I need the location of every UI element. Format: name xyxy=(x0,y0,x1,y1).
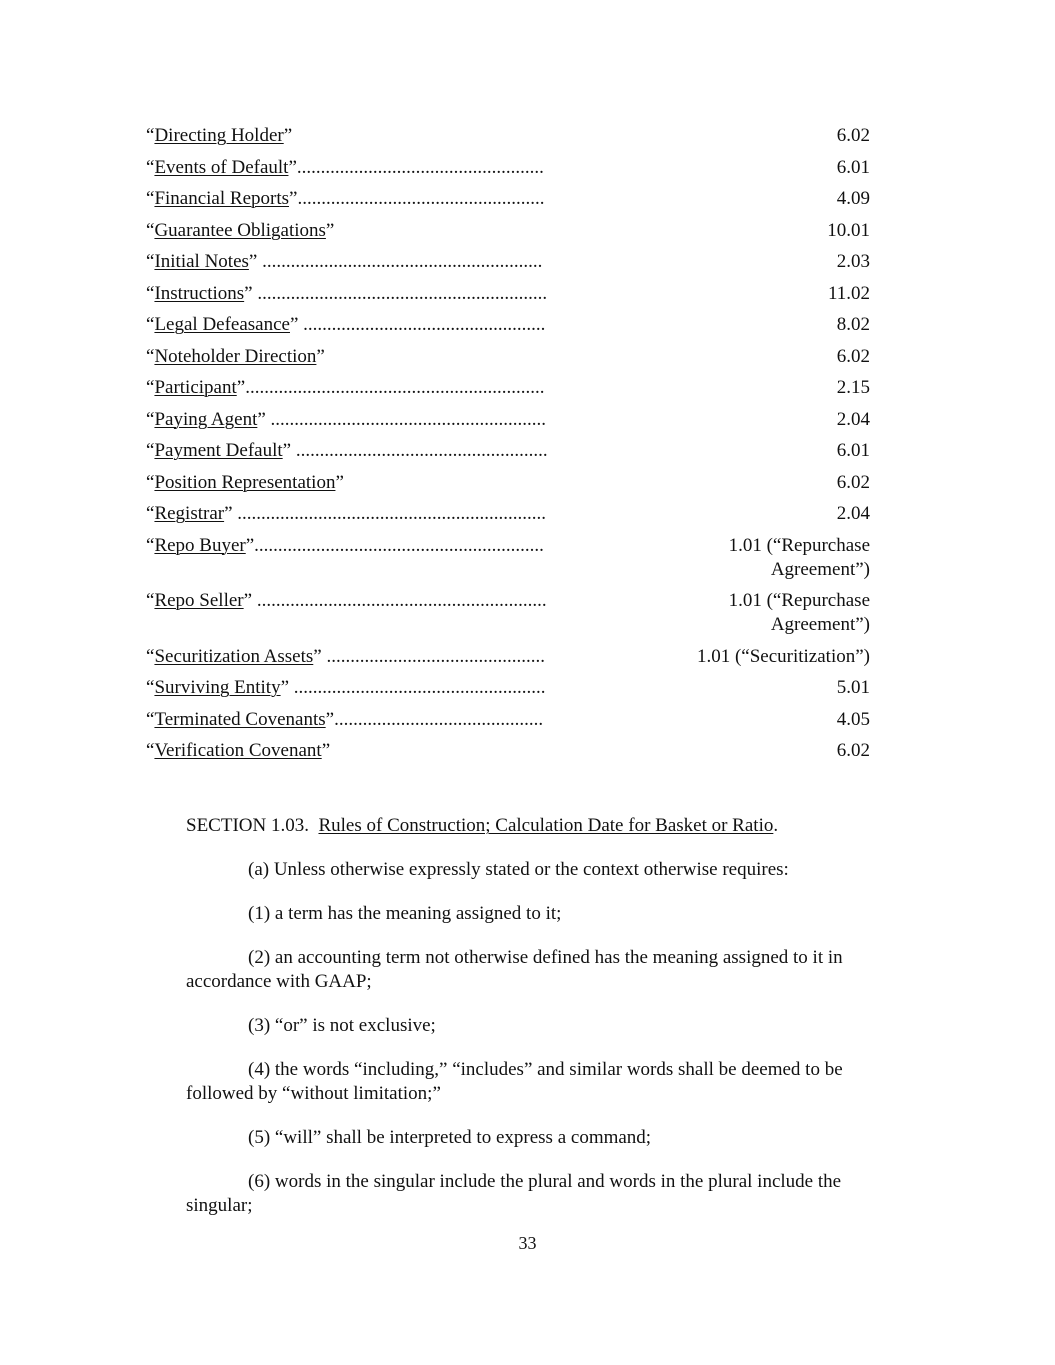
section-heading-suffix: . xyxy=(773,815,779,836)
section-reference: 4.05 xyxy=(836,708,870,730)
definition-term xyxy=(146,250,579,274)
definition-row xyxy=(146,739,870,763)
definition-term xyxy=(146,376,579,400)
section-reference: 2.04 xyxy=(836,503,870,524)
dot-leader: ........................................................... xyxy=(257,251,543,272)
definition-term xyxy=(146,156,579,180)
definition-row xyxy=(146,589,870,637)
section-heading xyxy=(186,814,901,838)
term-text: Terminated Covenants xyxy=(154,708,326,730)
dot-leader: ............................................................. xyxy=(252,590,547,611)
definition-term xyxy=(146,534,579,558)
section-reference: 6.02 xyxy=(836,125,870,146)
definition-term xyxy=(146,187,579,211)
paragraph-5: (5) “will” shall be interpreted to express a command; xyxy=(248,1127,652,1148)
term-text: Events of Default xyxy=(154,156,289,178)
paragraph-4: (4) the words “including,” “includes” and similar words shall be deemed to be followed by “without limitation;” xyxy=(186,1059,843,1104)
paragraph-1: (1) a term has the meaning assigned to it; xyxy=(248,903,562,924)
definition-term xyxy=(146,313,579,337)
open-quote: “ xyxy=(146,125,155,146)
paragraph-a: (a) Unless otherwise expressly stated or the context otherwise requires: xyxy=(248,859,789,880)
definition-row xyxy=(146,219,870,243)
definition-row xyxy=(146,282,870,306)
definition-row xyxy=(146,124,870,148)
term-text: Securitization Assets xyxy=(154,645,314,667)
section-reference: 6.02 xyxy=(836,471,870,493)
close-quote: ” xyxy=(335,471,344,493)
close-quote: ” xyxy=(321,740,331,761)
section-reference: 6.02 xyxy=(836,740,870,761)
definition-row xyxy=(146,708,870,732)
definition-row xyxy=(146,502,870,526)
definition-term xyxy=(146,345,579,369)
definition-row xyxy=(146,676,870,700)
definition-term xyxy=(146,471,579,495)
term-text: Instructions xyxy=(154,282,245,304)
definition-row xyxy=(146,250,870,274)
definition-term xyxy=(146,676,579,700)
definition-row xyxy=(146,345,870,369)
dot-leader: ............................................................... xyxy=(245,377,545,398)
definition-term xyxy=(146,219,579,243)
section-reference: 2.15 xyxy=(836,377,870,398)
section-reference: 10.01 xyxy=(827,219,870,241)
paragraph-3: (3) “or” is not exclusive; xyxy=(248,1015,436,1036)
close-quote: ” xyxy=(245,534,255,556)
definition-row xyxy=(146,187,870,211)
term-text: Position Representation xyxy=(154,471,336,493)
open-quote: “ xyxy=(146,377,155,398)
definition-row xyxy=(146,534,870,582)
dot-leader: ..................................................... xyxy=(291,440,548,461)
term-text: Legal Defeasance xyxy=(154,314,290,335)
section-reference: 2.03 xyxy=(836,251,870,272)
section-reference: 6.01 xyxy=(836,440,870,461)
open-quote: “ xyxy=(146,188,155,209)
open-quote: “ xyxy=(146,408,155,430)
term-text: Financial Reports xyxy=(154,188,289,209)
dot-leader: ............................................ xyxy=(334,708,544,730)
close-quote: ” xyxy=(236,377,246,398)
section-heading-title: Rules of Construction; Calculation Date for Basket or Ratio xyxy=(318,815,774,836)
open-quote: “ xyxy=(146,156,155,178)
term-text: Participant xyxy=(154,377,237,398)
open-quote: “ xyxy=(146,534,155,556)
section-reference: 4.09 xyxy=(836,188,870,209)
definition-term xyxy=(146,708,579,732)
term-text: Guarantee Obligations xyxy=(154,219,326,241)
open-quote: “ xyxy=(146,645,155,667)
section-reference: 5.01 xyxy=(836,677,870,698)
dot-leader: .................................................... xyxy=(296,156,544,178)
dot-leader: .............................................. xyxy=(321,645,545,667)
close-quote: ” xyxy=(224,503,233,524)
dot-leader: .................................................... xyxy=(297,188,545,209)
paragraph-2: (2) an accounting term not otherwise defined has the meaning assigned to it in accordance with GAAP; xyxy=(186,947,843,992)
close-quote: ” xyxy=(325,219,335,241)
open-quote: “ xyxy=(146,345,155,367)
close-quote: ” xyxy=(316,345,325,367)
dot-leader: .......................................................... xyxy=(265,408,547,430)
dot-leader: ............................................................. xyxy=(254,534,544,556)
definition-term xyxy=(146,589,579,613)
close-quote: ” xyxy=(257,408,266,430)
dot-leader: ..................................................... xyxy=(289,677,546,698)
close-quote: ” xyxy=(289,314,299,335)
term-text: Paying Agent xyxy=(154,408,258,430)
close-quote: ” xyxy=(243,590,253,611)
term-text: Directing Holder xyxy=(154,125,284,146)
definition-row xyxy=(146,408,870,432)
open-quote: “ xyxy=(146,590,155,611)
definition-term xyxy=(146,408,579,432)
close-quote: ” xyxy=(325,708,335,730)
section-reference: 6.02 xyxy=(836,345,870,367)
definition-term xyxy=(146,502,579,526)
definition-row xyxy=(146,376,870,400)
paragraph-6: (6) words in the singular include the plural and words in the plural include the singular; xyxy=(186,1171,842,1216)
open-quote: “ xyxy=(146,251,155,272)
close-quote: ” xyxy=(244,282,253,304)
open-quote: “ xyxy=(146,471,155,493)
open-quote: “ xyxy=(146,677,155,698)
section-reference: 1.01 (“Securitization”) xyxy=(696,645,870,667)
term-text: Noteholder Direction xyxy=(154,345,317,367)
dot-leader: ................................................................. xyxy=(232,503,547,524)
dot-leader: ............................................................. xyxy=(252,282,548,304)
close-quote: ” xyxy=(313,645,322,667)
section-heading-prefix: SECTION 1.03. xyxy=(186,815,319,836)
section-1-03 xyxy=(186,814,901,1238)
section-reference: 1.01 (“Repurchase Agreement”) xyxy=(728,534,870,580)
section-reference: 11.02 xyxy=(827,282,870,304)
definition-term xyxy=(146,645,579,669)
open-quote: “ xyxy=(146,740,155,761)
definition-row xyxy=(146,313,870,337)
term-text: Repo Buyer xyxy=(154,534,246,556)
section-reference: 6.01 xyxy=(836,156,870,178)
close-quote: ” xyxy=(282,440,292,461)
section-reference: 8.02 xyxy=(836,314,870,335)
open-quote: “ xyxy=(146,503,155,524)
close-quote: ” xyxy=(288,156,297,178)
section-reference: 2.04 xyxy=(836,408,870,430)
term-text: Surviving Entity xyxy=(154,677,281,698)
page-number: 33 xyxy=(518,1233,537,1253)
definition-term xyxy=(146,124,579,148)
term-text: Initial Notes xyxy=(154,251,249,272)
definition-term xyxy=(146,439,579,463)
definition-row xyxy=(146,439,870,463)
definitions-index xyxy=(146,124,870,771)
open-quote: “ xyxy=(146,440,155,461)
section-reference: 1.01 (“Repurchase Agreement”) xyxy=(728,590,870,635)
open-quote: “ xyxy=(146,708,155,730)
open-quote: “ xyxy=(146,282,155,304)
open-quote: “ xyxy=(146,219,155,241)
close-quote: ” xyxy=(289,188,298,209)
definition-row xyxy=(146,471,870,495)
term-text: Verification Covenant xyxy=(154,740,322,761)
term-text: Registrar xyxy=(154,503,225,524)
definition-term xyxy=(146,739,579,763)
term-text: Repo Seller xyxy=(154,590,244,611)
definition-row xyxy=(146,645,870,669)
term-text: Payment Default xyxy=(154,440,283,461)
definition-row xyxy=(146,156,870,180)
close-quote: ” xyxy=(248,251,258,272)
close-quote: ” xyxy=(280,677,290,698)
open-quote: “ xyxy=(146,314,155,335)
dot-leader: ................................................... xyxy=(298,314,546,335)
definition-term xyxy=(146,282,579,306)
close-quote: ” xyxy=(283,125,293,146)
